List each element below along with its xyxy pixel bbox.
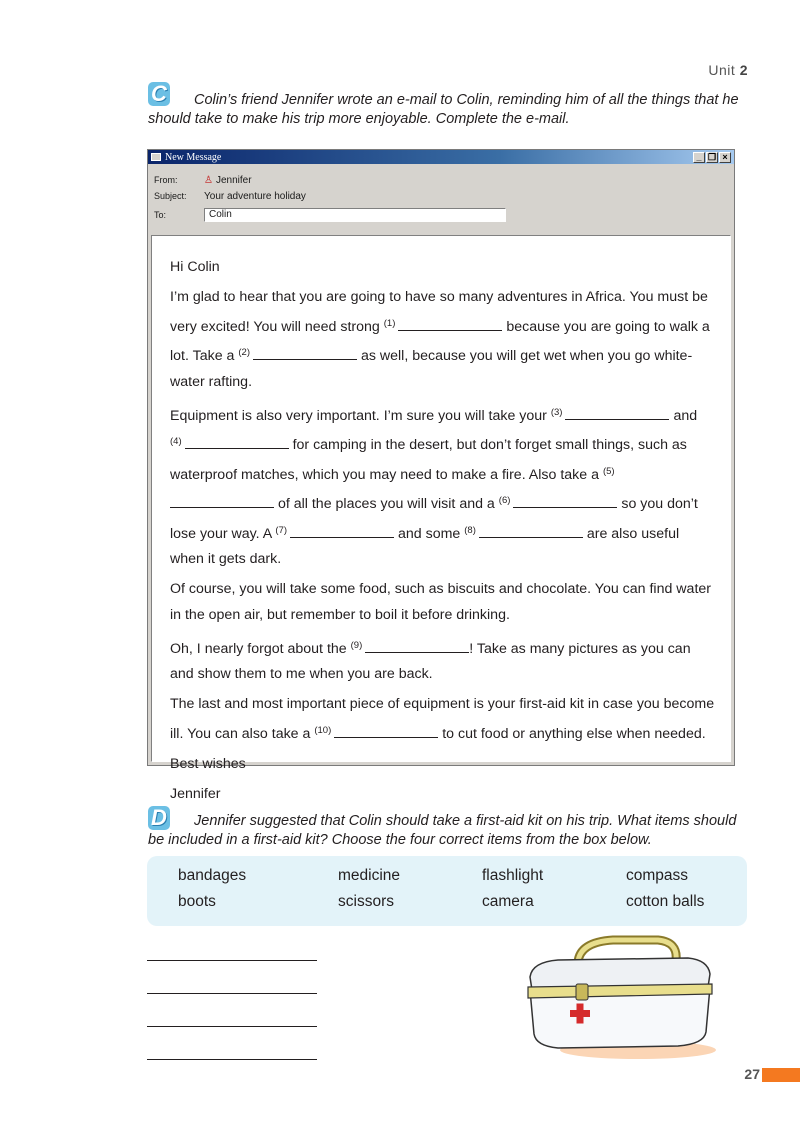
word-item: flashlight [482, 867, 544, 884]
greeting: Hi Colin [170, 259, 220, 275]
close-button[interactable]: × [719, 152, 731, 163]
word-item: medicine [338, 867, 401, 884]
p2-text-f: and some [398, 525, 461, 542]
blank-number-10: (10) [314, 724, 332, 736]
p5-text-b: to cut food or anything else when needed. [442, 725, 706, 742]
word-item: boots [178, 893, 216, 910]
blank-9[interactable] [365, 639, 469, 653]
paragraph-3: Of course, you will take some food, such as biscuits and chocolate. You can find water in the open air, but remember to boil it before drinking. [170, 581, 712, 623]
p4-text-a: Oh, I nearly forgot about the [170, 640, 347, 657]
blank-6[interactable] [513, 494, 617, 508]
message-window-icon [151, 153, 161, 161]
blank-number-7: (7) [275, 524, 288, 536]
p2-text-c: for camping in the desert, but don’t forget small things, such as waterproof matches, which you may need to make a fire. Also take a [170, 437, 687, 483]
blank-number-2: (2) [238, 347, 250, 358]
p1-text-c: as well, because you will get wet when you go white-water rafting. [170, 348, 693, 390]
section-d-instruction: Jennifer suggested that Colin should take a first-aid kit on his trip. What items should be included in a first-aid kit? Choose the four correct items from the box below. [148, 813, 737, 848]
blank-7[interactable] [290, 524, 394, 538]
kit-latch [576, 984, 588, 1000]
word-item: compass [626, 867, 689, 884]
blank-8[interactable] [479, 524, 583, 538]
blank-5[interactable] [170, 494, 274, 508]
section-c-instruction: Colin’s friend Jennifer wrote an e-mail to Colin, reminding him of all the things that he should take to make his trip more enjoyable. Complete the e-mail. [148, 92, 739, 127]
paragraph-5 [170, 692, 715, 747]
p5-text-a: The last and most important piece of equipment is your first-aid kit in case you become ill. You can also take a [170, 696, 715, 742]
p2-text-a: Equipment is also very important. I’m sure you will take your [170, 407, 547, 424]
to-row [154, 207, 728, 223]
blank-1[interactable] [398, 317, 502, 331]
blank-number-1: (1) [383, 317, 396, 329]
unit-prefix: Unit [708, 62, 736, 78]
word-item: bandages [178, 867, 247, 884]
signature: Jennifer [170, 785, 221, 802]
maximize-button[interactable]: ❐ [707, 151, 717, 162]
first-aid-kit-illustration [518, 932, 718, 1062]
blank-number-6: (6) [498, 495, 511, 506]
paragraph-1 [170, 285, 715, 395]
p4-text-b: ! Take as many pictures as you can and show them to me when you are back. [170, 640, 691, 682]
paragraph-4 [170, 633, 715, 688]
paragraph-2 [170, 400, 715, 573]
minimize-button[interactable]: _ [693, 152, 705, 163]
blank-number-5: (5) [602, 465, 615, 477]
from-label: From: [154, 175, 178, 185]
unit-number: 2 [739, 62, 748, 78]
p2-text-e: so you don’t lose your way. A [170, 496, 698, 542]
blank-10[interactable] [334, 724, 438, 738]
answer-line-2[interactable] [147, 993, 317, 994]
answer-line-4[interactable] [147, 1059, 317, 1060]
subject-value: Your adventure holiday [204, 190, 306, 202]
p2-text-g: are also useful when it gets dark. [170, 525, 680, 567]
from-value: Jennifer [215, 174, 252, 186]
word-box [147, 856, 747, 926]
blank-3[interactable] [565, 406, 669, 420]
answer-line-1[interactable] [147, 960, 317, 961]
person-icon: ♙ [204, 174, 213, 186]
blank-4[interactable] [185, 435, 289, 449]
page-accent-bar [762, 1068, 800, 1082]
blank-2[interactable] [253, 346, 357, 360]
p1-text-a: I’m glad to hear that you are going to have so many adventures in Africa. You must be very excited! You will need strong [170, 289, 708, 335]
answer-line-3[interactable] [147, 1026, 317, 1027]
blank-number-9: (9) [350, 639, 363, 651]
p2-text-d: of all the places you will visit and a [277, 496, 495, 512]
subject-label: Subject: [154, 191, 187, 201]
page-number: 27 [744, 1066, 760, 1082]
section-d-badge: D [148, 806, 170, 830]
blank-number-8: (8) [464, 524, 476, 536]
closing: Best wishes [170, 755, 246, 772]
section-c-badge: C [148, 82, 170, 106]
to-label: To: [154, 210, 167, 220]
word-item: cotton balls [626, 893, 705, 910]
email-body [151, 235, 731, 802]
email-header-fields [148, 164, 734, 223]
p2-text-b: and [673, 407, 698, 424]
window-title: New Message [165, 151, 222, 163]
email-title-bar [148, 150, 734, 164]
window-controls [693, 152, 731, 163]
p1-text-b: because you are going to walk a lot. Take a [170, 318, 710, 364]
unit-label [708, 62, 748, 78]
email-window [147, 149, 735, 802]
red-cross-icon-vertical [577, 1004, 584, 1024]
blank-number-3: (3) [550, 406, 563, 418]
from-row [154, 172, 728, 188]
word-item: scissors [338, 893, 394, 910]
to-field[interactable]: Colin [204, 208, 506, 222]
subject-row [154, 188, 728, 204]
blank-number-4: (4) [170, 436, 182, 447]
word-item: camera [482, 893, 534, 910]
